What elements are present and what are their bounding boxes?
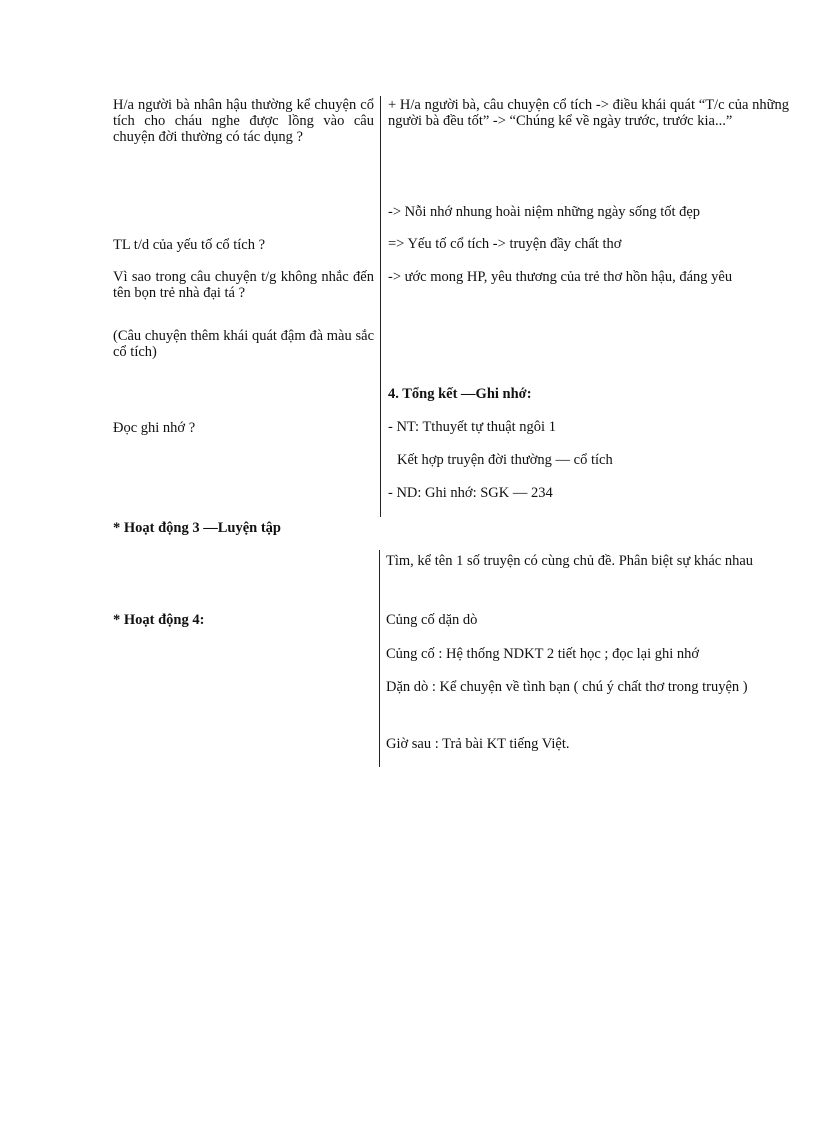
summary-art: - NT: Tthuyết tự thuật ngôi 1 — [388, 419, 556, 435]
answer-grandmother-image: + H/a người bà, câu chuyện cổ tích -> điều khái quát “T/c của những người bà đều tốt” -> “Chúng kể về ngày trước, trước kia...” — [388, 97, 789, 129]
summary-title: 4. Tổng kết —Ghi nhớ: — [388, 386, 532, 402]
activity-4-homework: Dặn dò : Kể chuyện về tình bạn ( chú ý chất thơ trong truyện ) — [386, 679, 748, 695]
activity-4-consolidation: Củng cố dặn dò — [386, 612, 478, 628]
answer-children-names: -> ước mong HP, yêu thương của trẻ thơ hồn hậu, đáng yêu — [388, 269, 733, 285]
column-divider-top — [380, 96, 381, 517]
question-fairy-tale-effect: TL t/d của yếu tố cổ tích ? — [113, 237, 266, 253]
activity-3-title: * Hoạt động 3 —Luyện tập — [113, 520, 281, 536]
activity-3-task: Tìm, kể tên 1 số truyện có cùng chủ đề. Phân biệt sự khác nhau — [386, 553, 754, 569]
question-read-memo: Đọc ghi nhớ ? — [113, 420, 196, 436]
answer-nostalgia: -> Nỗi nhớ nhung hoài niệm những ngày sống tốt đẹp — [388, 204, 701, 220]
activity-4-title: * Hoạt động 4: — [113, 612, 205, 628]
column-divider-bottom — [379, 550, 380, 767]
activity-4-next-lesson: Giờ sau : Trả bài KT tiếng Việt. — [386, 736, 570, 752]
note-fairy-tale-color: (Câu chuyện thêm khái quát đậm đà màu sắc cổ tích) — [113, 328, 374, 360]
question-grandmother-image: H/a người bà nhân hậu thường kể chuyện cổ tích cho cháu nghe được lồng vào câu chuyện đời thường có tác dụng ? — [113, 97, 374, 145]
question-children-names: Vì sao trong câu chuyện t/g không nhắc đến tên bọn trẻ nhà đại tá ? — [113, 269, 374, 301]
answer-fairy-tale-effect: => Yếu tố cổ tích -> truyện đầy chất thơ — [388, 236, 622, 252]
summary-content: - ND: Ghi nhớ: SGK — 234 — [388, 485, 553, 501]
activity-4-review: Củng cố : Hệ thống NDKT 2 tiết học ; đọc lại ghi nhớ — [386, 646, 700, 662]
summary-combine: Kết hợp truyện đời thường — cổ tích — [397, 452, 613, 468]
